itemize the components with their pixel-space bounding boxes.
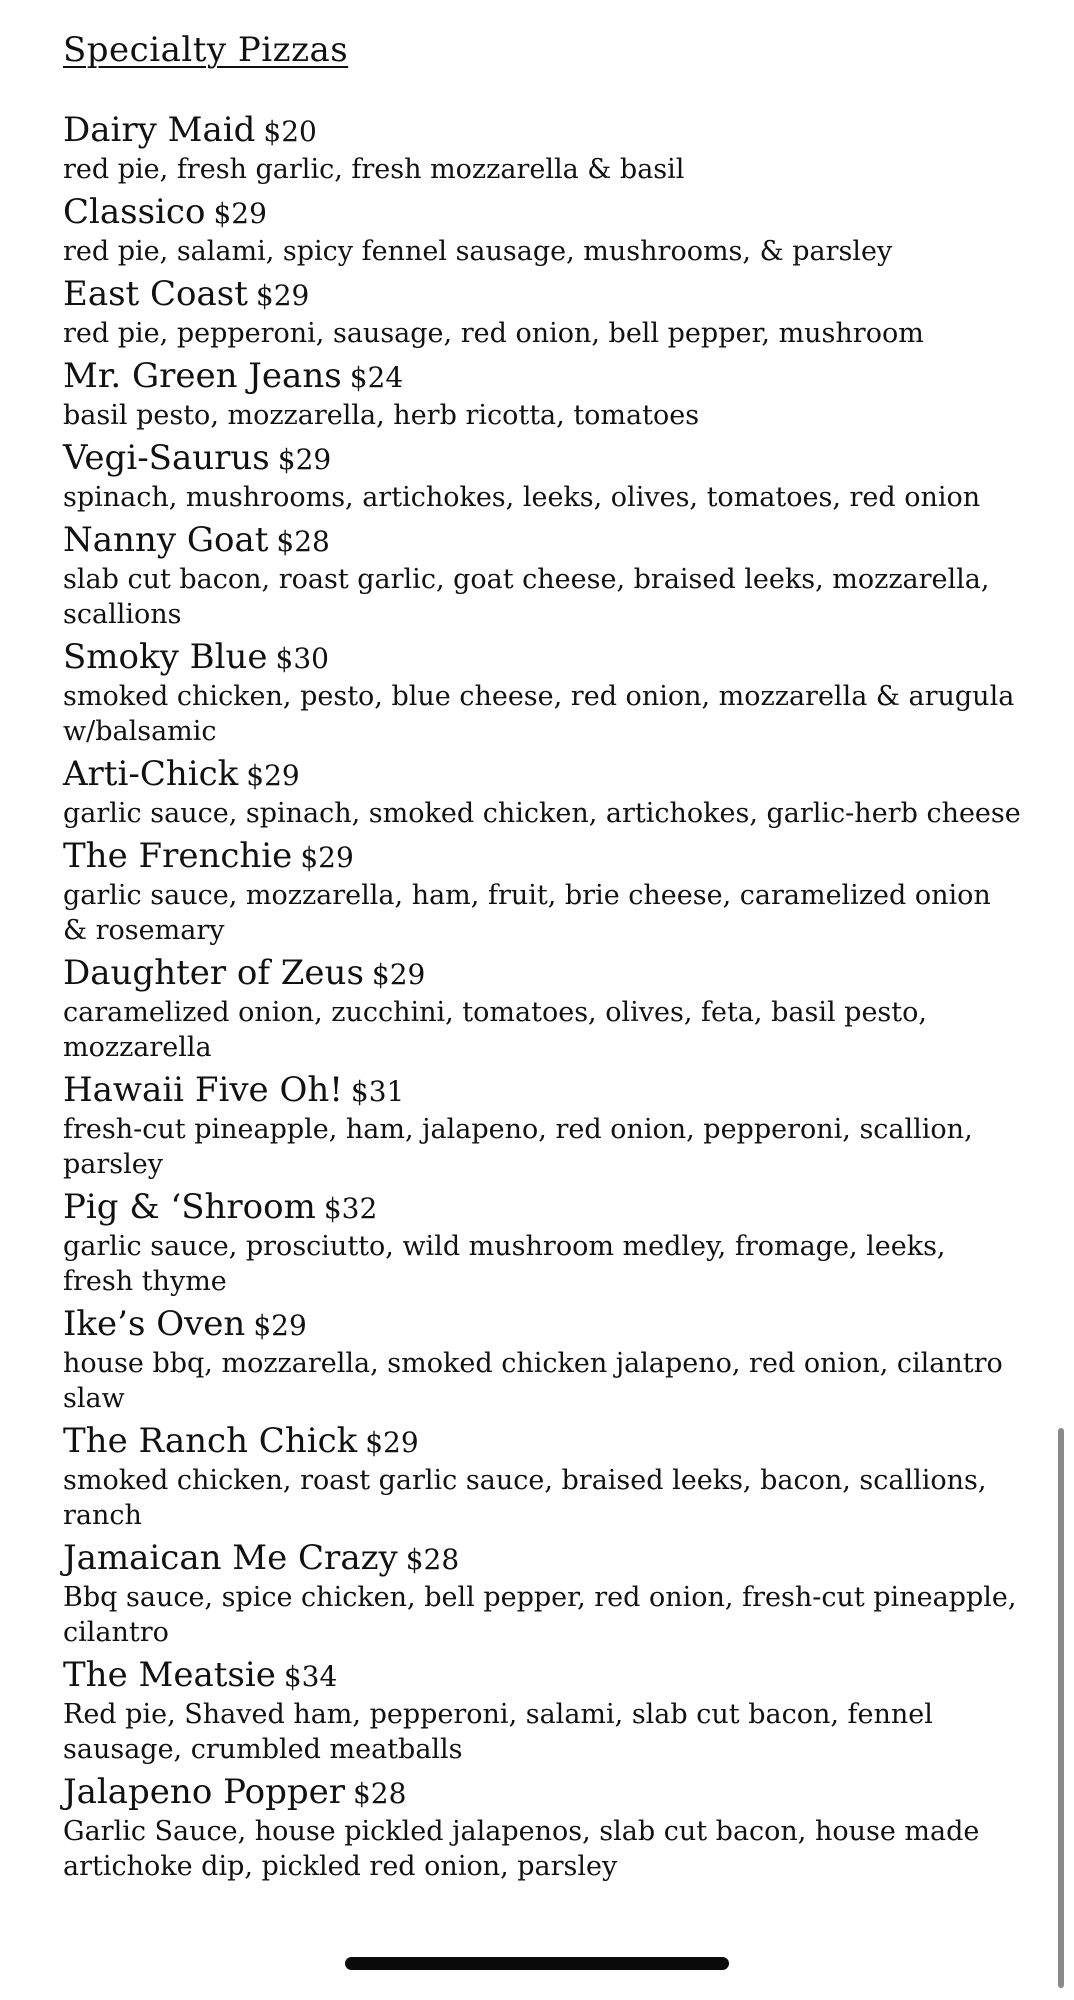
menu-item — [63, 752, 1023, 831]
menu-item — [63, 190, 1023, 269]
home-indicator[interactable] — [345, 1957, 729, 1970]
menu-item-name: East Coast — [63, 274, 248, 314]
menu-item-name: Classico — [63, 192, 206, 232]
menu-item-description: smoked chicken, pesto, blue cheese, red onion, mozzarella & arugula w/balsamic — [63, 681, 1015, 747]
menu-item-description: Garlic Sauce, house pickled jalapenos, slab cut bacon, house made artichoke dip, pickled red onion, parsley — [63, 1816, 980, 1882]
menu-item-description: red pie, pepperoni, sausage, red onion, bell pepper, mushroom — [63, 318, 924, 349]
menu-item-name: The Meatsie — [63, 1655, 276, 1695]
menu-item — [63, 1068, 1023, 1182]
menu-item-name: Dairy Maid — [63, 110, 256, 150]
menu-item — [63, 635, 1023, 749]
menu-item-description: slab cut bacon, roast garlic, goat cheese, braised leeks, mozzarella, scallions — [63, 564, 990, 630]
menu-item-heading — [63, 354, 1023, 400]
menu-item-name: The Ranch Chick — [63, 1421, 358, 1461]
menu-item-name: Pig & ‘Shroom — [63, 1187, 316, 1227]
menu-item-description: Red pie, Shaved ham, pepperoni, salami, slab cut bacon, fennel sausage, crumbled meatballs — [63, 1699, 933, 1765]
menu-item-heading — [63, 272, 1023, 318]
menu-item-description: smoked chicken, roast garlic sauce, braised leeks, bacon, scallions, ranch — [63, 1465, 987, 1531]
menu-item-heading — [63, 635, 1023, 681]
menu-item-price: $29 — [253, 1309, 307, 1342]
menu-item-heading — [63, 518, 1023, 564]
menu-item-description: red pie, fresh garlic, fresh mozzarella & basil — [63, 154, 685, 185]
menu-item-price: $28 — [352, 1777, 407, 1810]
menu-item — [63, 834, 1023, 948]
menu-item-price: $24 — [349, 361, 404, 394]
menu-item-heading — [63, 1653, 1023, 1699]
menu-item-description: garlic sauce, mozzarella, ham, fruit, brie cheese, caramelized onion & rosemary — [63, 880, 991, 946]
menu-item-name: Nanny Goat — [63, 520, 269, 560]
menu-item — [63, 272, 1023, 351]
menu-item-heading — [63, 436, 1023, 482]
menu-item-heading — [63, 108, 1023, 154]
menu-item-name: The Frenchie — [63, 836, 293, 876]
menu-item — [63, 1302, 1023, 1416]
menu-item-description: spinach, mushrooms, artichokes, leeks, olives, tomatoes, red onion — [63, 482, 981, 513]
menu-page — [63, 30, 1023, 1887]
menu-item-price: $29 — [255, 279, 310, 312]
menu-item-description: basil pesto, mozzarella, herb ricotta, tomatoes — [63, 400, 700, 431]
menu-item — [63, 1185, 1023, 1299]
menu-item-heading — [63, 834, 1023, 880]
menu-item-price: $20 — [263, 115, 317, 148]
menu-item-heading — [63, 752, 1023, 798]
menu-item-name: Hawaii Five Oh! — [63, 1070, 343, 1110]
menu-item — [63, 354, 1023, 433]
menu-item — [63, 1536, 1023, 1650]
menu-item-heading — [63, 1068, 1023, 1114]
menu-item-description: red pie, salami, spicy fennel sausage, mushrooms, & parsley — [63, 236, 893, 267]
menu-item-price: $29 — [365, 1426, 419, 1459]
menu-item-description: house bbq, mozzarella, smoked chicken jalapeno, red onion, cilantro slaw — [63, 1348, 1003, 1414]
menu-item — [63, 436, 1023, 515]
menu-item-price: $32 — [323, 1192, 378, 1225]
menu-item-price: $29 — [246, 759, 300, 792]
menu-item-price: $30 — [275, 642, 329, 675]
menu-item-heading — [63, 1185, 1023, 1231]
menu-item-name: Daughter of Zeus — [63, 953, 364, 993]
menu-item-price: $29 — [277, 443, 332, 476]
menu-item-price: $28 — [276, 525, 330, 558]
menu-item-description: garlic sauce, spinach, smoked chicken, artichokes, garlic-herb cheese — [63, 798, 1021, 829]
menu-item-name: Mr. Green Jeans — [63, 356, 342, 396]
menu-item-description: Bbq sauce, spice chicken, bell pepper, red onion, fresh-cut pineapple, cilantro — [63, 1582, 1017, 1648]
menu-item-heading — [63, 1770, 1023, 1816]
menu-item — [63, 1653, 1023, 1767]
menu-item-list — [63, 108, 1023, 1884]
menu-item-name: Ike’s Oven — [63, 1304, 246, 1344]
menu-item-name: Vegi-Saurus — [63, 438, 270, 478]
menu-item-heading — [63, 1419, 1023, 1465]
menu-item-price: $29 — [371, 958, 426, 991]
menu-item-description: garlic sauce, prosciutto, wild mushroom medley, fromage, leeks, fresh thyme — [63, 1231, 946, 1297]
menu-item — [63, 518, 1023, 632]
menu-item — [63, 108, 1023, 187]
menu-item-price: $29 — [213, 197, 267, 230]
menu-item-description: caramelized onion, zucchini, tomatoes, olives, feta, basil pesto, mozzarella — [63, 997, 927, 1063]
menu-item — [63, 951, 1023, 1065]
menu-item-heading — [63, 190, 1023, 236]
menu-item-heading — [63, 1536, 1023, 1582]
section-title: Specialty Pizzas — [63, 30, 349, 70]
menu-item-heading — [63, 1302, 1023, 1348]
menu-item-price: $29 — [300, 841, 354, 874]
menu-item-name: Jalapeno Popper — [63, 1772, 345, 1812]
vertical-scrollbar[interactable] — [1058, 1428, 1064, 1988]
menu-item-price: $31 — [350, 1075, 405, 1108]
menu-item-name: Jamaican Me Crazy — [63, 1538, 398, 1578]
menu-item-heading — [63, 951, 1023, 997]
menu-item-description: fresh-cut pineapple, ham, jalapeno, red onion, pepperoni, scallion, parsley — [63, 1114, 973, 1180]
menu-item-price: $34 — [283, 1660, 338, 1693]
menu-item-price: $28 — [405, 1543, 460, 1576]
menu-item — [63, 1770, 1023, 1884]
menu-item-name: Arti-Chick — [63, 754, 239, 794]
menu-item-name: Smoky Blue — [63, 637, 268, 677]
menu-item — [63, 1419, 1023, 1533]
